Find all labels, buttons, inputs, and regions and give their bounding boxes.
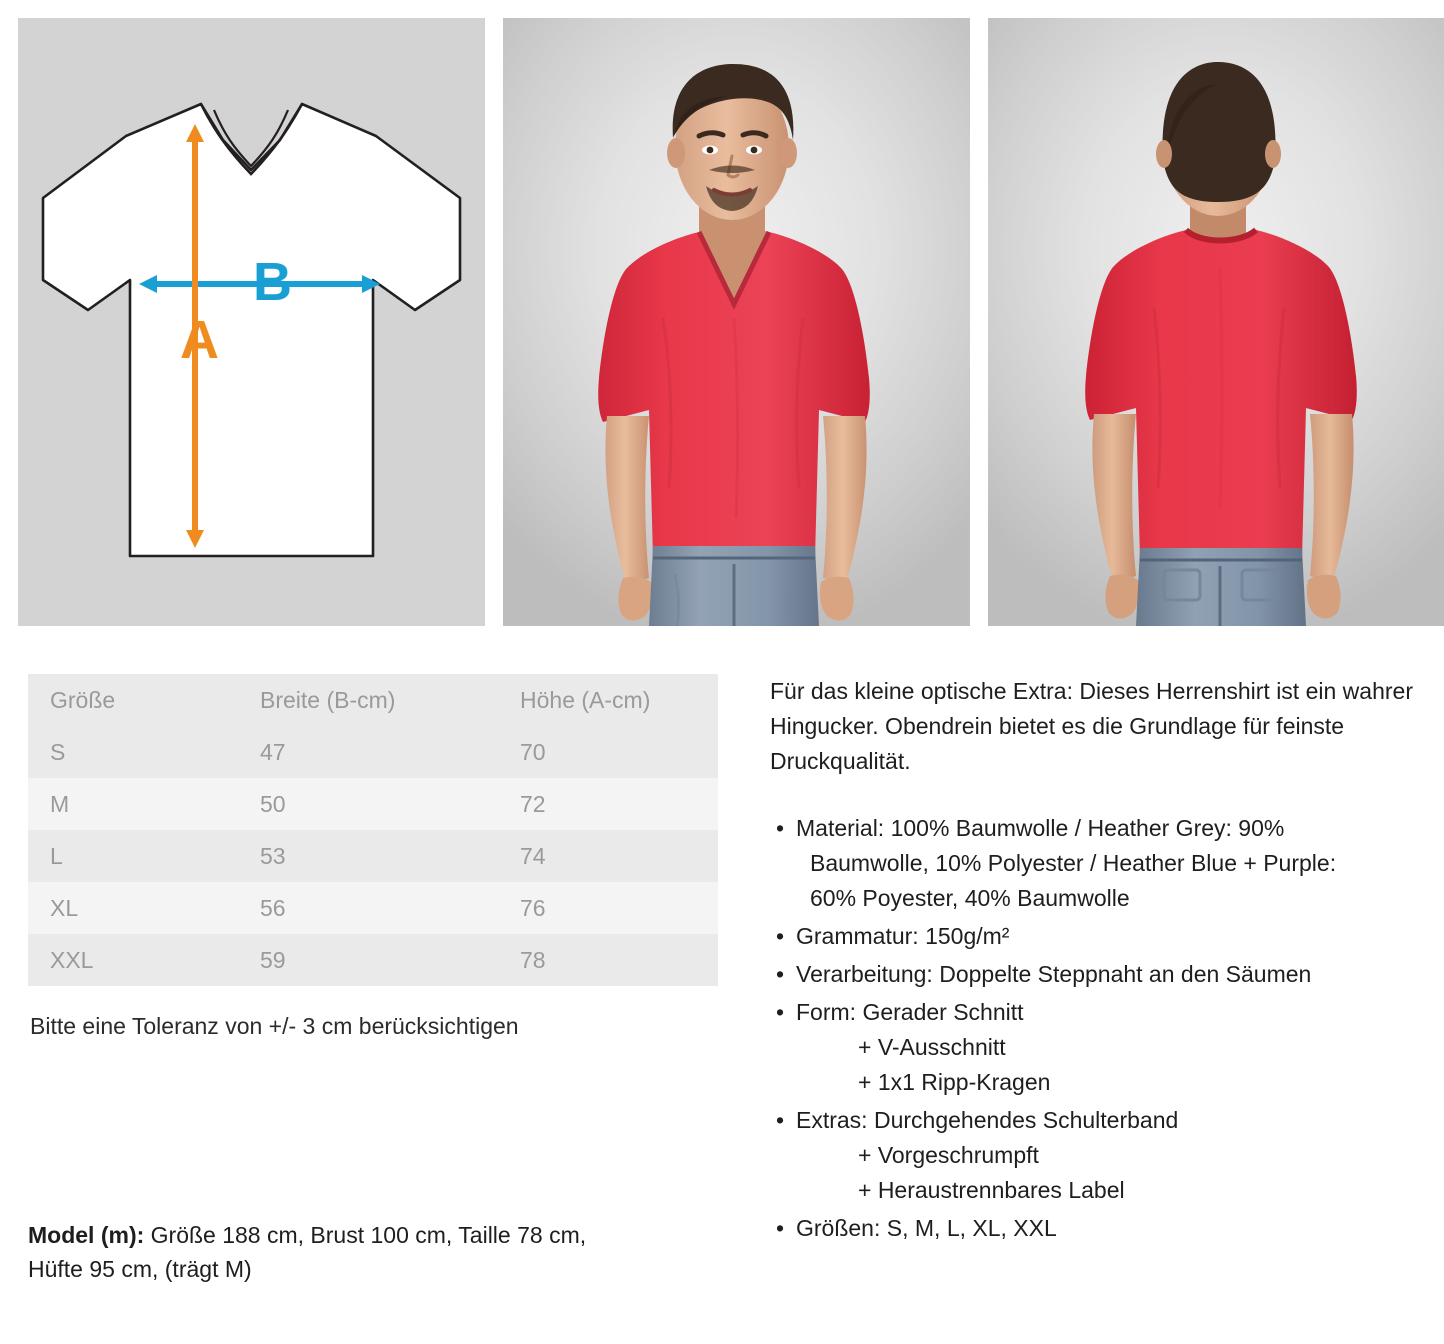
cell-height: 72	[520, 790, 546, 817]
table-row	[28, 882, 718, 934]
cell-height: 70	[520, 738, 546, 765]
model-line1: Größe 188 cm, Brust 100 cm, Taille 78 cm,	[144, 1222, 587, 1248]
column-header-width: Breite (B-cm)	[260, 686, 396, 713]
spec-cont: Baumwolle, 10% Polyester / Heather Blue + Purple:	[810, 850, 1337, 876]
list-item	[770, 811, 1426, 916]
model-front-photo-panel	[503, 18, 970, 626]
tshirt-technical-drawing-icon	[18, 18, 485, 626]
cell-height: 78	[520, 946, 546, 973]
details-section	[0, 626, 1444, 1249]
spec-list	[770, 811, 1426, 1246]
list-item	[770, 919, 1426, 954]
cell-height: 74	[520, 842, 546, 869]
cell-size: XXL	[50, 946, 94, 973]
cell-width: 50	[260, 790, 286, 817]
cell-height: 76	[520, 894, 546, 921]
product-image-row	[0, 0, 1444, 626]
spec-text: Grammatur: 150g/m²	[796, 923, 1010, 949]
cell-size: L	[50, 842, 63, 869]
table-row	[28, 830, 718, 882]
spec-sub: + Heraustrennbares Label	[858, 1177, 1125, 1203]
table-header-row	[28, 674, 718, 726]
list-item	[770, 995, 1426, 1100]
list-item	[770, 1211, 1426, 1246]
cell-size: XL	[50, 894, 79, 921]
size-chart-column	[18, 674, 740, 1249]
spec-text: Größen: S, M, L, XL, XXL	[796, 1215, 1057, 1241]
spec-text: Verarbeitung: Doppelte Steppnaht an den Säumen	[796, 961, 1312, 987]
table-row	[28, 778, 718, 830]
spec-text: Material: 100% Baumwolle / Heather Grey: 90%	[796, 815, 1285, 841]
model-back-photo-panel	[988, 18, 1444, 626]
cell-size: S	[50, 738, 66, 765]
cell-width: 53	[260, 842, 286, 869]
model-label: Model (m):	[28, 1222, 145, 1248]
cell-width: 59	[260, 946, 286, 973]
tshirt-diagram-panel	[18, 18, 485, 626]
cell-size: M	[50, 790, 70, 817]
spec-sub: + Vorgeschrumpft	[858, 1142, 1039, 1168]
spec-text: Extras: Durchgehendes Schulterband	[796, 1107, 1179, 1133]
model-measurements-note	[28, 1218, 728, 1286]
spec-text: Form: Gerader Schnitt	[796, 999, 1024, 1025]
spec-cont: 60% Poyester, 40% Baumwolle	[810, 885, 1130, 911]
model-back-photo	[988, 18, 1444, 626]
list-item	[770, 1103, 1426, 1208]
cell-width: 47	[260, 738, 286, 765]
table-row	[28, 726, 718, 778]
list-item	[770, 957, 1426, 992]
cell-width: 56	[260, 894, 286, 921]
description-intro: Für das kleine optische Extra: Dieses Herrenshirt ist ein wahrer Hingucker. Obendrein bietet es die Grundlage für feinste Druckqualität.	[770, 678, 1413, 774]
column-header-height: Höhe (A-cm)	[520, 686, 651, 713]
table-row	[28, 934, 718, 986]
spec-sub: + V-Ausschnitt	[858, 1034, 1006, 1060]
diagram-label-b: B	[253, 252, 292, 312]
tolerance-note: Bitte eine Toleranz von +/- 3 cm berücksichtigen	[30, 1013, 519, 1039]
spec-sub: + 1x1 Ripp-Kragen	[858, 1069, 1051, 1095]
model-line2: Hüfte 95 cm, (trägt M)	[28, 1256, 252, 1282]
description-column	[740, 674, 1426, 1249]
model-front-photo	[503, 18, 970, 626]
size-table	[28, 674, 718, 986]
column-header-size: Größe	[50, 686, 116, 713]
diagram-label-a: A	[180, 310, 219, 370]
